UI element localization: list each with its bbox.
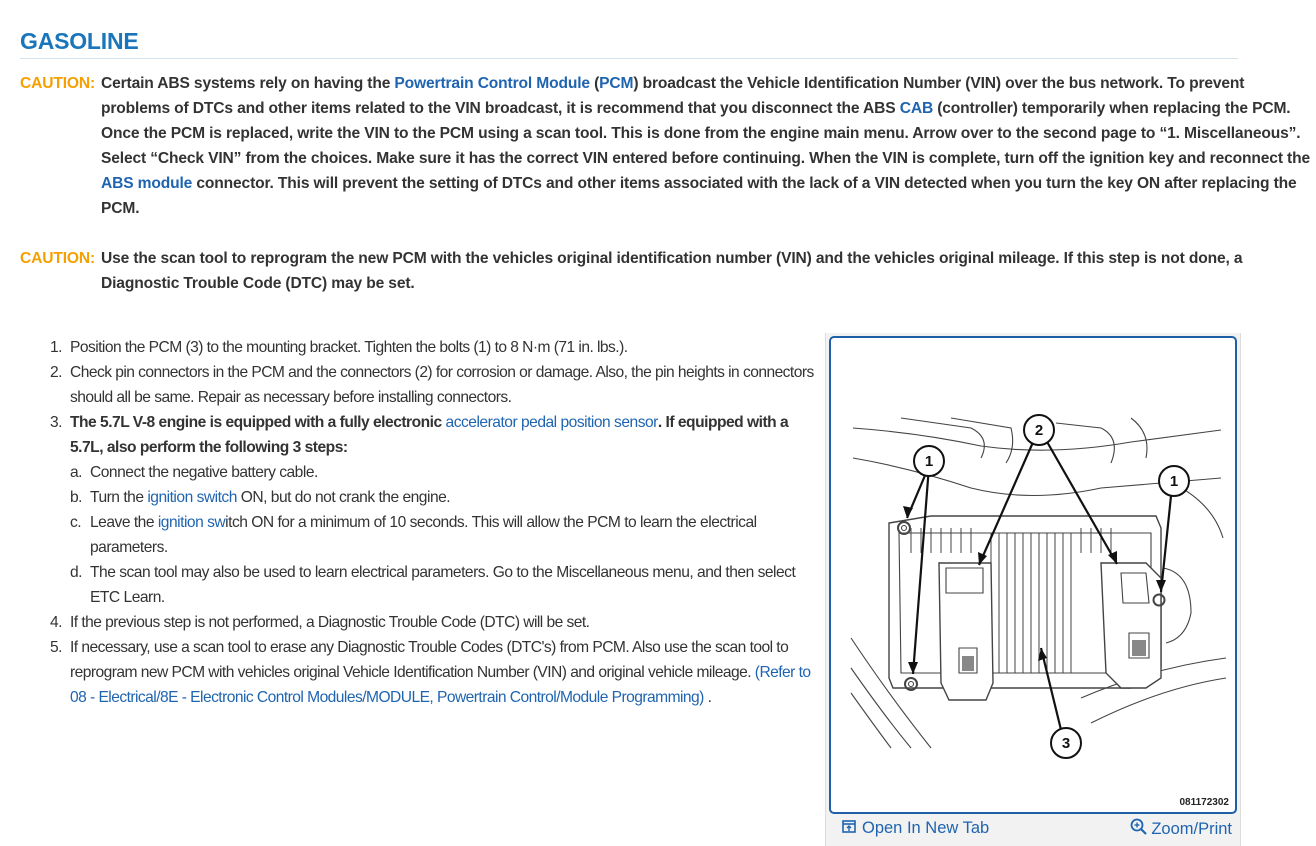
figure-actions — [826, 815, 1240, 843]
figure-image-id: 081172302 — [1179, 797, 1229, 808]
step-number: 2. — [50, 364, 62, 381]
procedure-steps — [50, 335, 825, 710]
step-text: Check pin connectors in the PCM and the connectors (2) for corrosion or damage. Also, the pin heights in connectors should all be same. Repair as necessary before installing connectors. — [70, 364, 814, 406]
substeps — [70, 460, 825, 610]
step-text: . — [703, 689, 712, 706]
callout-3: 3 — [1061, 735, 1071, 752]
substep-text: itch ON for a minimum of 10 seconds. This will allow the PCM to learn the electrical parameters. — [90, 514, 757, 556]
open-in-new-tab-button[interactable] — [842, 819, 989, 838]
step-4 — [50, 610, 825, 635]
link-pcm[interactable]: PCM — [599, 75, 634, 92]
substep-c — [70, 510, 825, 560]
step-5 — [50, 635, 825, 710]
caution-text: ) broadcast the Vehicle Identification Number (VIN) over the bus network. To prevent problems of DTCs and other items related to the VIN broadcast, it is recommend that you disconnect the ABS — [101, 75, 1245, 117]
substep-text: The scan tool may also be used to learn electrical parameters. Go to the Miscellaneous menu, and then select ETC Learn. — [90, 564, 796, 606]
link-powertrain-control-module[interactable]: Powertrain Control Module — [394, 75, 590, 92]
substep-text: Turn the — [90, 489, 148, 506]
step-text: Position the PCM (3) to the mounting bracket. Tighten the bolts (1) to 8 N·m (71 in. lbs.). — [70, 339, 628, 356]
caution-text: (controller) temporarily when replacing the PCM. Once the PCM is replaced, write the VIN to the PCM using a scan tool. This is done from the engine main menu. Arrow over to the second page to “1. Miscellaneous”. Select “Check VIN” from the choices. Make sure it has the correct VIN entered before continuing. When the VIN is complete, turn off the ignition key and reconnect the — [101, 100, 1310, 167]
link-cab[interactable]: CAB — [899, 100, 934, 117]
substep-letter: d. — [70, 564, 83, 581]
section-title: GASOLINE — [20, 28, 1238, 59]
figure-panel — [825, 333, 1241, 846]
pcm-illustration — [831, 338, 1235, 812]
caution-label: CAUTION: — [20, 75, 96, 92]
caution-text: ( — [589, 75, 600, 92]
link-ignition-switch[interactable]: ignition sw — [157, 514, 226, 531]
zoom-print-label: Zoom/Print — [1151, 820, 1232, 838]
caution-note-2 — [20, 246, 1316, 296]
step-text: The 5.7L V-8 engine is equipped with a fully electronic — [70, 414, 446, 431]
step-1 — [50, 335, 825, 360]
step-2 — [50, 360, 825, 410]
link-accelerator-pedal-position-sensor[interactable]: accelerator pedal position sensor — [445, 414, 658, 431]
substep-a — [70, 460, 825, 485]
substep-b — [70, 485, 825, 510]
caution-text: connector. This will prevent the setting of DTCs and other items associated with the lack of a VIN detected when you turn the key ON after replacing the PCM. — [101, 175, 1297, 217]
open-in-new-tab-label: Open In New Tab — [862, 819, 990, 837]
step-number: 5. — [50, 639, 62, 656]
step-3 — [50, 410, 825, 610]
substep-letter: a. — [70, 464, 83, 481]
step-text: If the previous step is not performed, a Diagnostic Trouble Code (DTC) will be set. — [70, 614, 590, 631]
substep-letter: b. — [70, 489, 83, 506]
substep-text: Connect the negative battery cable. — [90, 464, 318, 481]
figure-image[interactable] — [829, 336, 1237, 814]
link-module-programming-reference[interactable]: (Refer to 08 - Electrical/8E - Electronic Control Modules/MODULE, Powertrain Control/Module Programming) — [70, 664, 811, 706]
step-number: 4. — [50, 614, 62, 631]
zoom-in-icon — [1129, 817, 1149, 842]
caution-text: Use the scan tool to reprogram the new PCM with the vehicles original identification number (VIN) and the vehicles original mileage. If this step is not done, a Diagnostic Trouble Code (DTC) may be set. — [101, 250, 1243, 292]
zoom-print-button[interactable] — [1129, 817, 1232, 842]
link-ignition-switch[interactable]: ignition switch — [147, 489, 237, 506]
step-text: If necessary, use a scan tool to erase any Diagnostic Trouble Codes (DTC's) from PCM. Also use the scan tool to reprogram new PCM with vehicles original Vehicle Identification Number (VIN) and original vehicle mileage. — [70, 639, 789, 681]
caution-label: CAUTION: — [20, 250, 96, 267]
link-abs-module[interactable]: ABS module — [101, 175, 193, 192]
callout-1-left: 1 — [924, 453, 934, 470]
step-number: 3. — [50, 414, 63, 431]
substep-text: ON, but do not crank the engine. — [236, 489, 451, 506]
caution-note-1 — [20, 71, 1316, 221]
substep-d — [70, 560, 825, 610]
step-number: 1. — [50, 339, 62, 356]
caution-text: Certain ABS systems rely on having the — [101, 75, 395, 92]
substep-text: Leave the — [90, 514, 158, 531]
open-in-new-tab-icon — [842, 819, 856, 838]
callout-2: 2 — [1034, 422, 1044, 439]
substep-letter: c. — [70, 514, 82, 531]
callout-1-right: 1 — [1169, 473, 1179, 490]
step-text: . If equipped with a 5.7L, also perform the following 3 steps: — [70, 414, 789, 456]
